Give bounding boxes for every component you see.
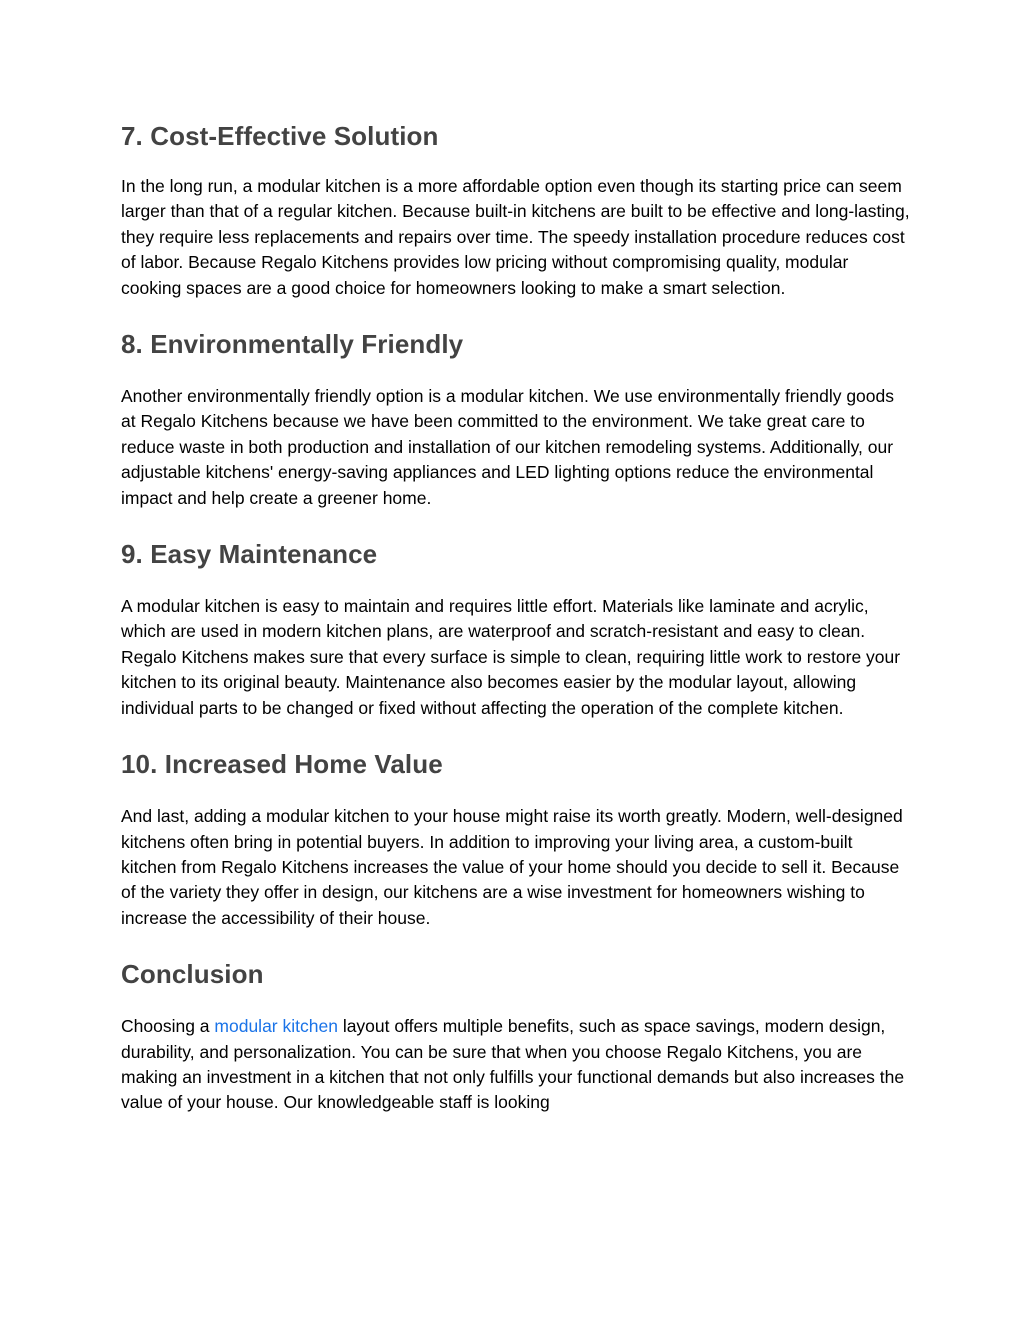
section-heading: 9. Easy Maintenance — [121, 539, 378, 570]
section-paragraph: Another environmentally friendly option is a modular kitchen. We use environmentally friendly goods at Regalo Kitchens because we have been committed to the environment. We take great care to reduce waste in both production and installation of our kitchen remodeling systems. Additionally, our adjustable kitchens' energy-saving appliances and LED lighting options reduce the environmental impact and help create a greener home. — [121, 386, 894, 508]
section-paragraph: And last, adding a modular kitchen to your house might raise its worth greatly. Modern, well-designed kitchens often bring in potential buyers. In addition to improving your living area, a custom-built kitchen from Regalo Kitchens increases the value of your home should you decide to sell it. Because of the variety they offer in design, our kitchens are a wise investment for homeowners wishing to increase the accessibility of their house. — [121, 806, 903, 928]
section-environmentally-friendly — [121, 326, 921, 511]
conclusion-heading: Conclusion — [121, 959, 264, 990]
section-increased-home-value — [121, 746, 921, 931]
conclusion-text-before-link: Choosing a — [121, 1016, 215, 1037]
conclusion-text-after-link: layout offers multiple benefits, such as space savings, modern design, durability, and personalization. You can be sure that when you choose Regalo Kitchens, you are making an investment in a kitchen that not only fulfills your functional demands but also increases the value of your house. Our knowledgeable staff is looking — [121, 1016, 905, 1113]
modular-kitchen-link[interactable]: modular kitchen — [214, 1016, 338, 1037]
section-heading: 10. Increased Home Value — [121, 749, 443, 780]
section-easy-maintenance — [121, 536, 921, 721]
section-conclusion — [121, 956, 921, 1116]
section-cost-effective — [121, 118, 921, 301]
section-paragraph: In the long run, a modular kitchen is a more affordable option even though its starting price can seem larger than that of a regular kitchen. Because built-in kitchens are built to be effective and long-lasting, they require less replacements and repairs over time. The speedy installation procedure reduces cost of labor. Because Regalo Kitchens provides low pricing without compromising quality, modular cooking spaces are a good choice for homeowners looking to make a smart selection. — [121, 176, 910, 298]
section-heading: 7. Cost-Effective Solution — [121, 121, 439, 151]
conclusion-paragraph — [121, 1014, 911, 1116]
section-heading: 8. Environmentally Friendly — [121, 329, 464, 360]
section-paragraph: A modular kitchen is easy to maintain and requires little effort. Materials like laminate and acrylic, which are used in modern kitchen plans, are waterproof and scratch-resistant and easy to clean. Regalo Kitchens makes sure that every surface is simple to clean, requiring little work to restore your kitchen to its original beauty. Maintenance also becomes easier by the modular layout, allowing individual parts to be changed or fixed without affecting the operation of the complete kitchen. — [121, 596, 901, 718]
document-page — [121, 118, 921, 1141]
